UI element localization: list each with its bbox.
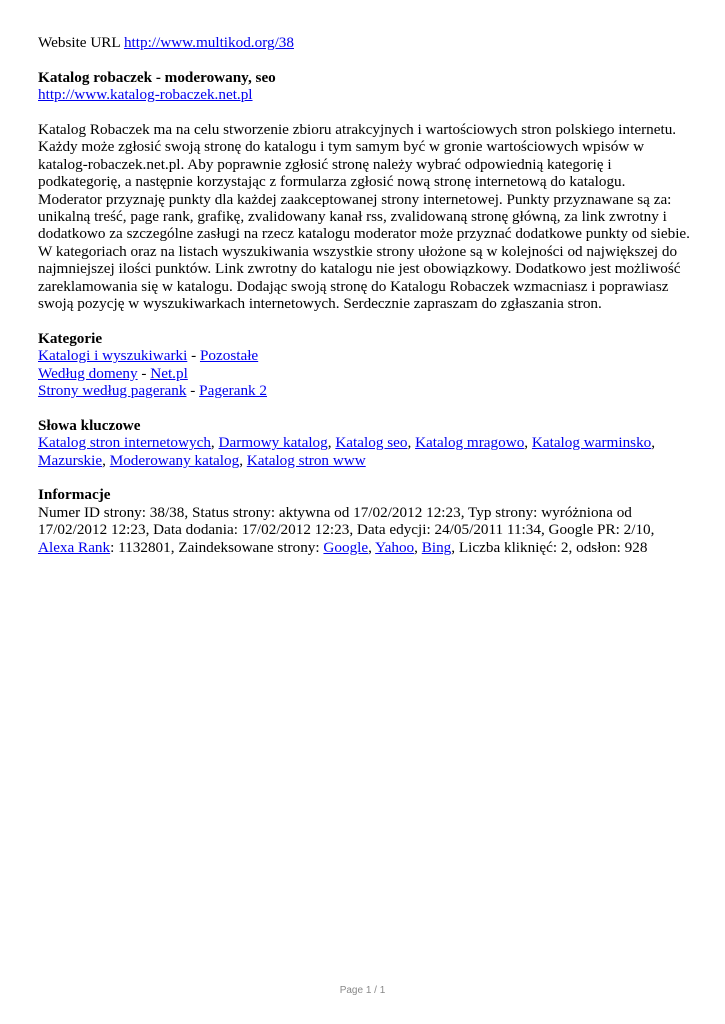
google-link[interactable]: Google (323, 538, 369, 556)
category-child-link[interactable]: Pozostałe (199, 347, 259, 365)
website-url-line (38, 34, 690, 51)
keyword-link[interactable]: Mazurskie (38, 451, 103, 469)
keyword-separator: , (407, 434, 416, 452)
keyword-separator: , (239, 451, 247, 469)
keyword-link[interactable]: Katalog warminsko (531, 434, 652, 452)
document-page (38, 34, 690, 556)
keyword-separator: , (651, 434, 656, 452)
website-url-label: Website URL (38, 34, 121, 51)
category-parent-link[interactable]: Katalogi i wyszukiwarki (38, 347, 188, 365)
category-separator: - (137, 364, 151, 382)
category-separator: - (187, 347, 200, 365)
keyword-separator: , (327, 434, 336, 452)
category-separator: - (186, 382, 200, 400)
website-url-link[interactable]: http://www.multikod.org/38 (123, 34, 294, 51)
page-number-footer: Page 1 / 1 (339, 985, 386, 996)
keyword-link[interactable]: Moderowany katalog (109, 451, 240, 469)
keyword-link[interactable]: Katalog stron www (246, 451, 366, 469)
category-row (38, 365, 690, 382)
yahoo-link[interactable]: Yahoo (375, 538, 415, 556)
alexa-rank-link[interactable]: Alexa Rank (38, 538, 111, 556)
category-parent-link[interactable]: Według domeny (38, 364, 138, 382)
category-child-link[interactable]: Net.pl (150, 364, 188, 382)
info-stats: , Liczba kliknięć: 2, odsłon: 928 (451, 538, 648, 556)
keyword-separator: , (210, 434, 219, 452)
keywords-list (38, 434, 690, 469)
bing-link[interactable]: Bing (421, 538, 452, 556)
info-text (38, 504, 690, 556)
category-row (38, 347, 690, 364)
info-alexa-value: : 1132801, Zaindeksowane strony: (110, 538, 324, 556)
keywords-heading: Słowa kluczowe (38, 416, 141, 434)
keyword-link[interactable]: Katalog seo (335, 434, 408, 452)
site-description: Katalog Robaczek ma na celu stworzenie zbioru atrakcyjnych i wartościowych stron polskiego internetu. Każdy może zgłosić swoją stronę do katalogu i tym samym być w gronie wartościowych wpisów w katalog-robaczek.net.pl. Aby poprawnie zgłosić stronę należy wybrać odpowiednią kategorię i podkategorię, a następnie korzystając z formularza zgłosić nową stronę internetową do katalogu. Moderator przyznaję punkty dla każdej zaakceptowanej strony internetowej. Punkty przyznawane są za: unikalną treść, page rank, grafikę, zvalidowany kanał rss, zvalidowaną stronę główną, za link zwrotny i dodatkowo za szczególne zasługi na rzecz katalogu moderator może przyznać dodatkowe punkty od siebie. W kategoriach oraz na listach wyszukiwania wszystkie strony ułożone są w kolejności od największej do najmniejszej ilości punktów. Link zwrotny do katalogu nie jest obowiązkowy. Dodatkowo jest możliwość zareklamowania się w katalogu. Dodając swoją stronę do Katalogu Robaczek wzmacniasz i poprawiasz swoją pozycję w wyszukiwarkach internetowych. Serdecznie zapraszam do zgłaszania stron. (38, 121, 690, 313)
category-row (38, 382, 690, 399)
keyword-separator: , (102, 451, 110, 469)
keyword-link[interactable]: Katalog mragowo (415, 434, 525, 452)
keyword-separator: , (524, 434, 532, 452)
info-separator: , (414, 538, 422, 556)
categories-heading: Kategorie (38, 329, 103, 347)
category-child-link[interactable]: Pagerank 2 (199, 382, 268, 400)
keyword-link[interactable]: Darmowy katalog (218, 434, 328, 452)
info-separator: , (368, 538, 376, 556)
site-url-link[interactable]: http://www.katalog-robaczek.net.pl (38, 86, 253, 104)
info-details: Numer ID strony: 38/38, Status strony: aktywna od 17/02/2012 12:23, Typ strony: wyróżniona od 17/02/2012 12:23, Data dodania: 17/02/2012 12:23, Data edycji: 24/05/2011 11:34, Google PR: 2/10, (38, 503, 655, 539)
keyword-link[interactable]: Katalog stron internetowych (38, 434, 211, 452)
category-parent-link[interactable]: Strony według pagerank (38, 382, 187, 400)
info-heading: Informacje (38, 486, 111, 504)
site-title: Katalog robaczek - moderowany, seo (38, 68, 276, 86)
